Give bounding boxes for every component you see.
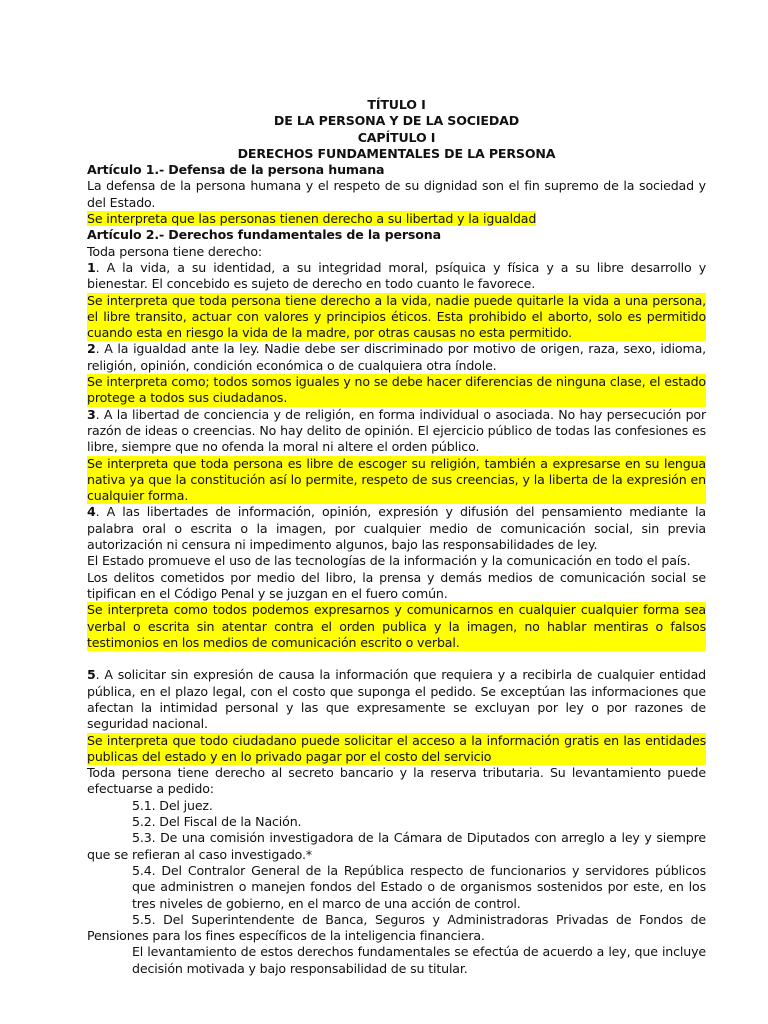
- item-1: [87, 260, 706, 293]
- item-text: . A las libertades de información, opinión, expresión y difusión del pensamiento mediante la palabra oral o escrita o la imagen, por cualquier medio de comunicación social, sin previa autorización ni censura ni impedimento algunos, bajo las responsabilidades de ley.: [87, 504, 706, 553]
- item-3-note: Se interpreta que toda persona es libre de escoger su religión, también a expresarse en su lengua nativa ya que la constitución así lo permite, respeto de sus creencias, y la liberta de la expresión en cualquier forma.: [87, 455, 706, 504]
- article-1-text: La defensa de la persona humana y el respeto de su dignidad son el fin supremo de la sociedad y del Estado.: [87, 178, 706, 210]
- subitem-5-2: 5.2. Del Fiscal de la Nación.: [132, 814, 302, 830]
- subtitle-heading: DE LA PERSONA Y DE LA SOCIEDAD: [273, 113, 520, 129]
- item-4-extra-2: Los delitos cometidos por medio del libro, la prensa y demás medios de comunicación social se tipifican en el Código Penal y se juzgan en el fuero común.: [87, 569, 706, 601]
- item-4-note: Se interpreta como todos podemos expresarnos y comunicarnos en cualquier cualquier forma sea verbal o escrita sin atentar contra el orden publica y la imagen, no hablar mentiras o falsos testimonios en los medios de comunicación escrito o verbal.: [87, 602, 706, 650]
- item-3: [87, 407, 706, 456]
- item-number: 2: [87, 341, 96, 357]
- item-number: 1: [87, 259, 96, 275]
- item-4: [87, 504, 706, 553]
- article-2-heading: Artículo 2.- Derechos fundamentales de la persona: [87, 227, 441, 243]
- item-1-note: Se interpreta que toda persona tiene derecho a la vida, nadie puede quitarle la vida a una persona, el libre transito, actuar con valores y principios éticos. Esta prohibido el aborto, solo es permitido cuando esta en riesgo la vida de la madre, por otras causas no esta permitido.: [87, 292, 706, 341]
- article-1-note: [87, 211, 706, 227]
- item-text: . A la igualdad ante la ley. Nadie debe ser discriminado por motivo de origen, raza, sexo, idioma, religión, opinión, condición económica o de cualquiera otra índole.: [87, 341, 706, 373]
- subitem-5-5: 5.5. Del Superintendente de Banca, Seguros y Administradoras Privadas de Fondos de Pensiones para los fines específicos de la inteligencia financiera.: [87, 911, 706, 944]
- title-heading: TÍTULO I: [367, 97, 426, 112]
- article-2-intro: Toda persona tiene derecho:: [87, 243, 262, 259]
- subitem-5-4: 5.4. Del Contralor General de la República respecto de funcionarios y servidores públicos que administren o manejen fondos del Estado o de organismos sostenidos por este, en los tres niveles de gobierno, en el marco de una acción de control.: [132, 862, 706, 911]
- subitem-5-3: 5.3. De una comisión investigadora de la Cámara de Diputados con arreglo a ley y siempre que se refieran al caso investigado.*: [87, 830, 706, 862]
- item-number: 4: [87, 504, 96, 520]
- item-text: . A la vida, a su identidad, a su integridad moral, psíquica y física y a su libre desarrollo y bienestar. El concebido es sujeto de derecho en todo cuanto le favorece.: [87, 259, 706, 292]
- chapter-title: DERECHOS FUNDAMENTALES DE LA PERSONA: [237, 145, 556, 161]
- subitem-closing: El levantamiento de estos derechos fundamentales se efectúa de acuerdo a ley, que incluye decisión motivada y bajo responsabilidad de su titular.: [132, 944, 706, 976]
- item-text: . A la libertad de conciencia y de religión, en forma individual o asociada. No hay persecución por razón de ideas o creencias. No hay delito de opinión. El ejercicio público de todas las confesiones es libre, siempre que no ofenda la moral ni altere el orden público.: [87, 406, 706, 455]
- item-5: [87, 667, 706, 732]
- item-2: [87, 341, 706, 374]
- subitem-5-1: 5.1. Del juez.: [132, 797, 213, 813]
- chapter-heading: CAPÍTULO I: [357, 129, 436, 145]
- item-number: 5: [87, 667, 96, 683]
- item-2-note: Se interpreta como; todos somos iguales y no se debe hacer diferencias de ninguna clase, el estado protege a todos sus ciudadanos.: [87, 374, 706, 406]
- item-number: 3: [87, 406, 96, 422]
- item-5-note: Se interpreta que todo ciudadano puede solicitar el acceso a la información gratis en las entidades publicas del estado y en lo privado pagar por el costo del servicio: [87, 732, 706, 764]
- item-5-extra: Toda persona tiene derecho al secreto bancario y la reserva tributaria. Su levantamiento puede efectuarse a pedido:: [87, 765, 706, 797]
- item-4-extra-1: El Estado promueve el uso de las tecnologías de la información y la comunicación en todo el país.: [87, 553, 691, 569]
- blank-line: [87, 651, 706, 667]
- highlight-note: Se interpreta que las personas tienen derecho a su libertad y la igualdad: [87, 211, 537, 227]
- article-1-heading: Artículo 1.- Defensa de la persona humana: [87, 162, 385, 178]
- item-text: . A solicitar sin expresión de causa la información que requiera y a recibirla de cualquier entidad pública, en el plazo legal, con el costo que suponga el pedido. Se exceptúan las informaciones que afectan la intimidad personal y las que expresamente se excluyan por ley o por razones de seguridad nacional.: [87, 667, 706, 732]
